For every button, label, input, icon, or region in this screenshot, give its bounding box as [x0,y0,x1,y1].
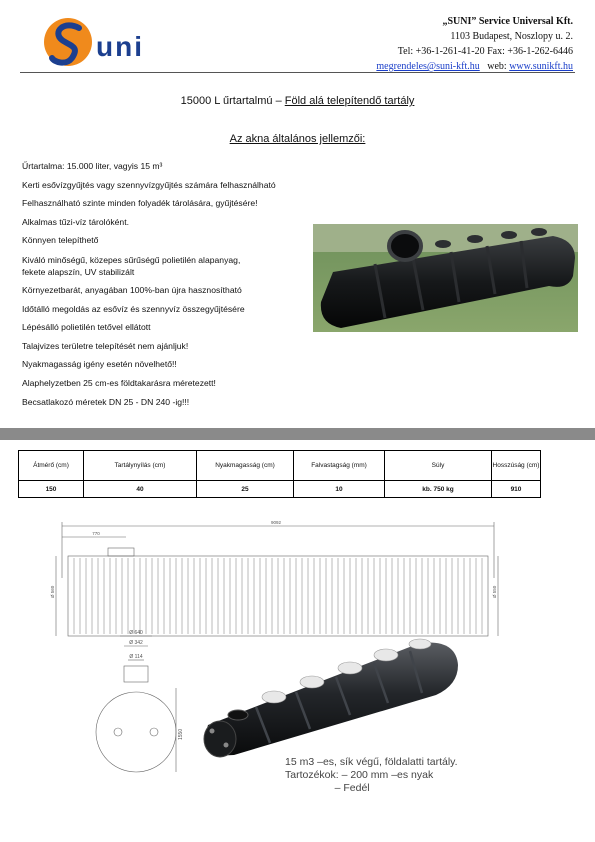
feature-list [22,157,276,411]
cell-opening: 40 [84,481,197,498]
dim-diameter-right: Ø 550 [492,585,497,598]
tank-end-drawing [90,628,185,773]
company-info [376,14,573,74]
spec-table [18,450,541,498]
feature-item: Lépésálló polietilén tetővel ellátott [22,322,151,333]
table-header-row [19,451,541,481]
header-opening: Tartálynyílás (cm) [84,451,197,481]
suni-logo [42,14,162,70]
end-dim-3: Ø 114 [129,654,143,660]
note-line-3: – Fedél [285,782,370,794]
note-line-1: 15 m3 –es, sík végű, földalatti tartály. [285,756,458,768]
end-dim-height: 1550 [178,728,184,740]
end-dim-2: Ø 342 [129,640,143,646]
tank-3d-render [200,625,462,757]
feature-item: Nyakmagasság igény esetén növelhető!! [22,359,177,370]
cell-diameter: 150 [19,481,84,498]
accessories-note [285,756,458,795]
header-wall: Falvastagság (mm) [294,451,385,481]
feature-item: Környezetbarát, anyagában 100%-ban újra hasznosítható [22,284,242,295]
feature-item: Alaphelyzetben 25 cm-es földtakarásra méretezett! [22,377,216,388]
feature-item: Könnyen telepíthető [22,235,99,246]
cell-neck-height: 25 [197,481,294,498]
dim-diameter-left: Ø 560 [50,585,55,598]
table-row [19,481,541,498]
dim-neck: 770 [92,531,100,536]
feature-item: Kiváló minőségű, közepes sűrűségű polietilén alapanyag, [22,254,241,265]
cell-wall: 10 [294,481,385,498]
svg-text:uni: uni [96,31,144,62]
header-neck-height: Nyakmagasság (cm) [197,451,294,481]
website-link[interactable]: www.sunikft.hu [509,61,573,72]
header-diameter: Átmérő (cm) [19,451,84,481]
cell-weight: kb. 750 kg [385,481,492,498]
feature-item: Felhasználható szinte minden folyadék tárolására, gyűjtésére! [22,198,258,209]
header-weight: Súly [385,451,492,481]
section-heading: Az akna általános jellemzői: [229,133,366,145]
feature-item: Időtálló megoldás az esővíz és szennyvíz összegyűjtésére [22,303,245,314]
tank-photo [313,224,578,332]
header-length: Hosszúság (cm) [492,451,541,481]
email-link[interactable]: megrendeles@suni-kft.hu [376,61,480,72]
feature-item: Becsatlakozó méretek DN 25 - DN 240 -ig!!! [22,396,190,407]
end-dim-1: Ø 640 [129,630,143,636]
dim-length: 9092 [270,520,282,525]
web-label: web: [487,61,507,72]
feature-item: Alkalmas tűzi-víz tárolóként. [22,216,129,227]
company-address: 1103 Budapest, Noszlopy u. 2. [450,31,573,42]
feature-item: Kerti esővízgyűjtés vagy szennyvízgyűjtés számára felhasználható [22,179,276,190]
company-name: „SUNI” Service Universal Kft. [442,16,573,27]
header-divider [20,72,575,73]
company-phone: Tel: +36-1-261-41-20 Fax: +36-1-262-6446 [397,46,573,57]
tank-side-drawing [50,518,501,638]
feature-item: Űrtartalma: 15.000 liter, vagyis 15 m³ [22,161,163,171]
feature-item: fekete alapszín, UV stabilizált [22,266,135,277]
note-line-2: Tartozékok: – 200 mm –es nyak [285,769,434,781]
section-divider-band [0,428,595,440]
cell-length: 910 [492,481,541,498]
document-title: 15000 L űrtartalmú – Föld alá telepítendő tartály [180,95,415,107]
feature-item: Talajvizes területre telepítését nem ajánljuk! [22,340,189,351]
